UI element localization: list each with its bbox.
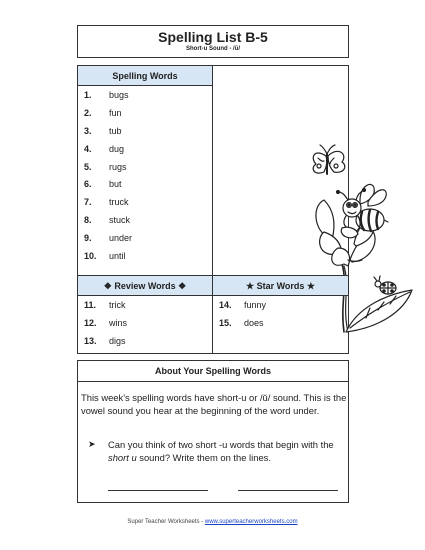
list-item — [213, 314, 348, 332]
item-word: fun — [109, 107, 122, 118]
item-number: 13. — [84, 335, 97, 346]
footer-text: Super Teacher Worksheets - — [127, 519, 205, 525]
item-word: bugs — [109, 90, 129, 100]
spelling-words-list — [78, 86, 213, 265]
about-heading: About Your Spelling Words — [78, 361, 348, 382]
list-item — [78, 332, 213, 350]
item-word: rugs — [109, 161, 127, 172]
item-number: 10. — [84, 251, 97, 262]
footer-link[interactable]: www.superteacherworksheets.com — [204, 519, 298, 525]
list-item — [78, 193, 213, 211]
star-words-list — [213, 296, 348, 332]
item-word: until — [109, 251, 126, 262]
list-item — [78, 158, 213, 176]
item-word: trick — [109, 300, 126, 310]
item-word: dug — [109, 143, 125, 154]
item-word: under — [109, 233, 133, 244]
list-item — [78, 86, 213, 104]
page-title: Spelling List B-5 — [158, 29, 268, 45]
title-box — [77, 25, 349, 58]
review-words-heading: ❖ Review Words ❖ — [78, 276, 213, 296]
question-text — [108, 438, 346, 464]
question-post: sound? Write them on the lines. — [136, 452, 271, 463]
list-item — [78, 211, 213, 229]
spelling-words-heading: Spelling Words — [78, 66, 213, 86]
list-item — [78, 314, 213, 332]
arrow-bullet-icon: ➤ — [88, 439, 96, 449]
item-number: 5. — [84, 161, 92, 172]
item-number: 6. — [84, 179, 92, 190]
review-words-list — [78, 296, 213, 350]
list-item — [78, 104, 213, 122]
item-number: 11. — [84, 300, 97, 310]
item-number: 7. — [84, 197, 92, 208]
star-words-heading: ★ Star Words ★ — [213, 276, 348, 296]
item-number: 2. — [84, 107, 92, 118]
list-item — [78, 140, 213, 158]
item-word: truck — [109, 197, 129, 208]
item-number: 9. — [84, 233, 92, 244]
item-word: funny — [244, 300, 267, 310]
item-word: digs — [109, 335, 126, 346]
item-word: stuck — [109, 215, 131, 226]
footer — [0, 519, 425, 525]
about-text: This week's spelling words have short-u or /ŭ/ sound. This is the vowel sound you hear at the beginning of the word under. — [81, 392, 347, 416]
spelling-words-column — [78, 66, 213, 275]
list-item — [213, 296, 348, 314]
item-word: does — [244, 317, 264, 328]
item-number: 3. — [84, 125, 92, 136]
question-emphasis: short u — [108, 452, 137, 463]
list-item — [78, 175, 213, 193]
list-item — [78, 229, 213, 247]
about-box — [77, 360, 349, 503]
answer-line-2[interactable] — [238, 490, 338, 491]
item-number: 8. — [84, 215, 92, 226]
word-table — [77, 65, 349, 354]
list-item — [78, 296, 213, 314]
page-subtitle: Short-u Sound - /ŭ/ — [186, 46, 240, 52]
item-number: 15. — [219, 317, 232, 328]
answer-line-1[interactable] — [108, 490, 208, 491]
item-number: 1. — [84, 90, 92, 100]
item-word: wins — [109, 317, 128, 328]
list-item — [78, 122, 213, 140]
ladybug-illustration — [374, 276, 396, 294]
item-number: 14. — [219, 300, 232, 310]
review-and-star-section — [78, 275, 348, 353]
item-number: 4. — [84, 143, 92, 154]
item-word: tub — [109, 125, 122, 136]
list-item — [78, 247, 213, 265]
butterfly-illustration — [313, 145, 345, 174]
item-word: but — [109, 179, 122, 190]
question-pre: Can you think of two short -u words that begin with the — [108, 439, 334, 450]
item-number: 12. — [84, 317, 97, 328]
